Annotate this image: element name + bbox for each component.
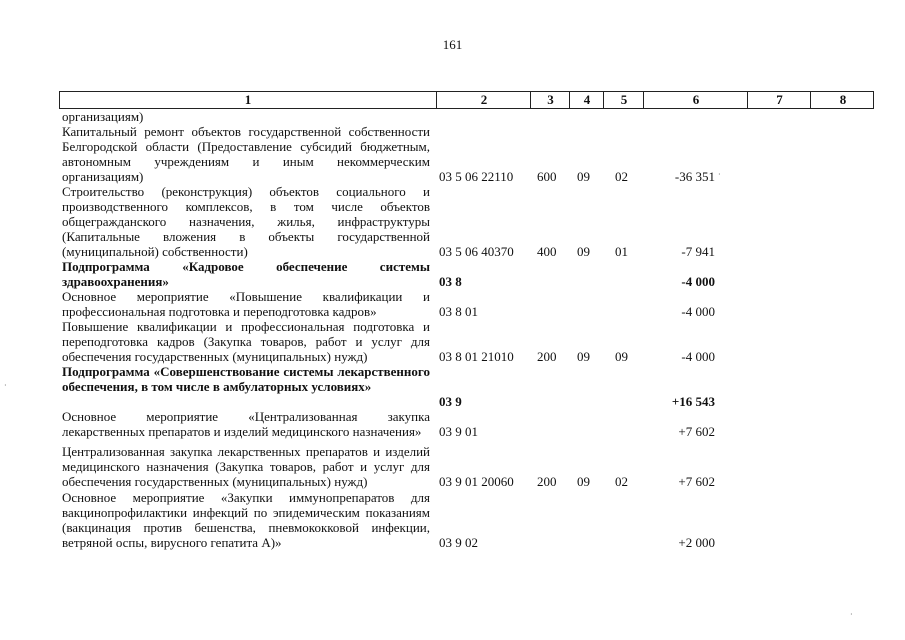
row-description: Подпрограмма «Кадровое обеспечение системы здравоохранения» <box>62 259 430 289</box>
row-description: Основное мероприятие «Закупки иммунопрепаратов для вакцинопрофилактики инфекций по эпидемическим показаниям (вакцинация против бешенства, пневмококковой инфекции, ветряной оспы, вирусного гепатита А)» <box>62 490 430 550</box>
row-code: 03 9 02 <box>439 535 478 550</box>
row-col4: 09 <box>577 349 590 364</box>
row-code: 03 5 06 40370 <box>439 244 514 259</box>
row-amount: -36 351 <box>674 169 715 184</box>
header-col-2: 2 <box>436 92 531 108</box>
table-row <box>59 490 874 550</box>
row-description: Подпрограмма «Совершенствование системы лекарственного обеспечения, в том числе в амбулаторных условиях» <box>62 364 430 394</box>
row-code: 03 8 <box>439 274 462 289</box>
row-description: Основное мероприятие «Централизованная закупка лекарственных препаратов и изделий медицинского назначения» <box>62 409 430 439</box>
table-row <box>59 124 874 184</box>
row-col3: 200 <box>537 474 557 489</box>
row-code: 03 8 01 <box>439 304 478 319</box>
table-row <box>59 409 874 439</box>
row-description: Строительство (реконструкция) объектов социального и производственного комплексов, в том числе объектов общегражданского назначения, жилья, инфраструктуры (Капитальные вложения в объекты государственной (муниципальной) собственности) <box>62 184 430 259</box>
row-col5: 02 <box>615 169 628 184</box>
row-col4: 09 <box>577 244 590 259</box>
row-amount: +16 543 <box>671 394 715 409</box>
row-amount: -7 941 <box>681 244 715 259</box>
row-description: Основное мероприятие «Повышение квалификации и профессиональная подготовка и переподготовка кадров» <box>62 289 430 319</box>
row-col5: 01 <box>615 244 628 259</box>
row-amount: +7 602 <box>678 424 715 439</box>
row-description: организациям) <box>62 109 144 124</box>
table-row <box>59 109 874 124</box>
row-code: 03 9 01 <box>439 424 478 439</box>
row-code: 03 9 01 20060 <box>439 474 514 489</box>
table-row <box>59 289 874 319</box>
row-col5: 02 <box>615 474 628 489</box>
table-header-row <box>59 91 874 109</box>
header-col-1: 1 <box>244 92 252 107</box>
row-col4: 09 <box>577 474 590 489</box>
row-description: Повышение квалификации и профессиональная подготовка и переподготовка кадров (Закупка товаров, работ и услуг для обеспечения государственных (муниципальных) нужд) <box>62 319 430 364</box>
row-amount: +2 000 <box>678 535 715 550</box>
header-col-4: 4 <box>569 92 604 108</box>
row-code: 03 9 <box>439 394 462 409</box>
header-col-6: 6 <box>643 92 748 108</box>
table-row <box>59 184 874 259</box>
table-row <box>59 319 874 364</box>
table-row <box>59 444 874 489</box>
header-col-5: 5 <box>603 92 644 108</box>
row-code: 03 5 06 22110 <box>439 169 514 184</box>
row-description: Капитальный ремонт объектов государственной собственности Белгородской области (Предоставление субсидий бюджетным, автономным учреждениям и иным некоммерческим организациям) <box>62 124 430 184</box>
budget-table <box>59 91 874 550</box>
header-col-3: 3 <box>530 92 570 108</box>
row-amount: +7 602 <box>678 474 715 489</box>
header-col-7: 7 <box>747 92 811 108</box>
scan-speck: · <box>850 610 853 619</box>
row-amount: -4 000 <box>681 304 715 319</box>
header-col-8: 8 <box>810 92 875 108</box>
scan-speck: · <box>718 170 721 179</box>
page-number: 161 <box>442 37 463 52</box>
scan-speck: · <box>4 381 7 390</box>
row-col3: 400 <box>537 244 557 259</box>
table-row <box>59 259 874 289</box>
row-description: Централизованная закупка лекарственных препаратов и изделий медицинского назначения (Закупка товаров, работ и услуг для обеспечения государственных (муниципальных) нужд) <box>62 444 430 489</box>
row-col4: 09 <box>577 169 590 184</box>
row-col3: 200 <box>537 349 557 364</box>
row-col3: 600 <box>537 169 557 184</box>
row-code: 03 8 01 21010 <box>439 349 514 364</box>
row-amount: -4 000 <box>681 349 715 364</box>
row-col5: 09 <box>615 349 628 364</box>
row-amount: -4 000 <box>681 274 715 289</box>
table-row <box>59 364 874 409</box>
